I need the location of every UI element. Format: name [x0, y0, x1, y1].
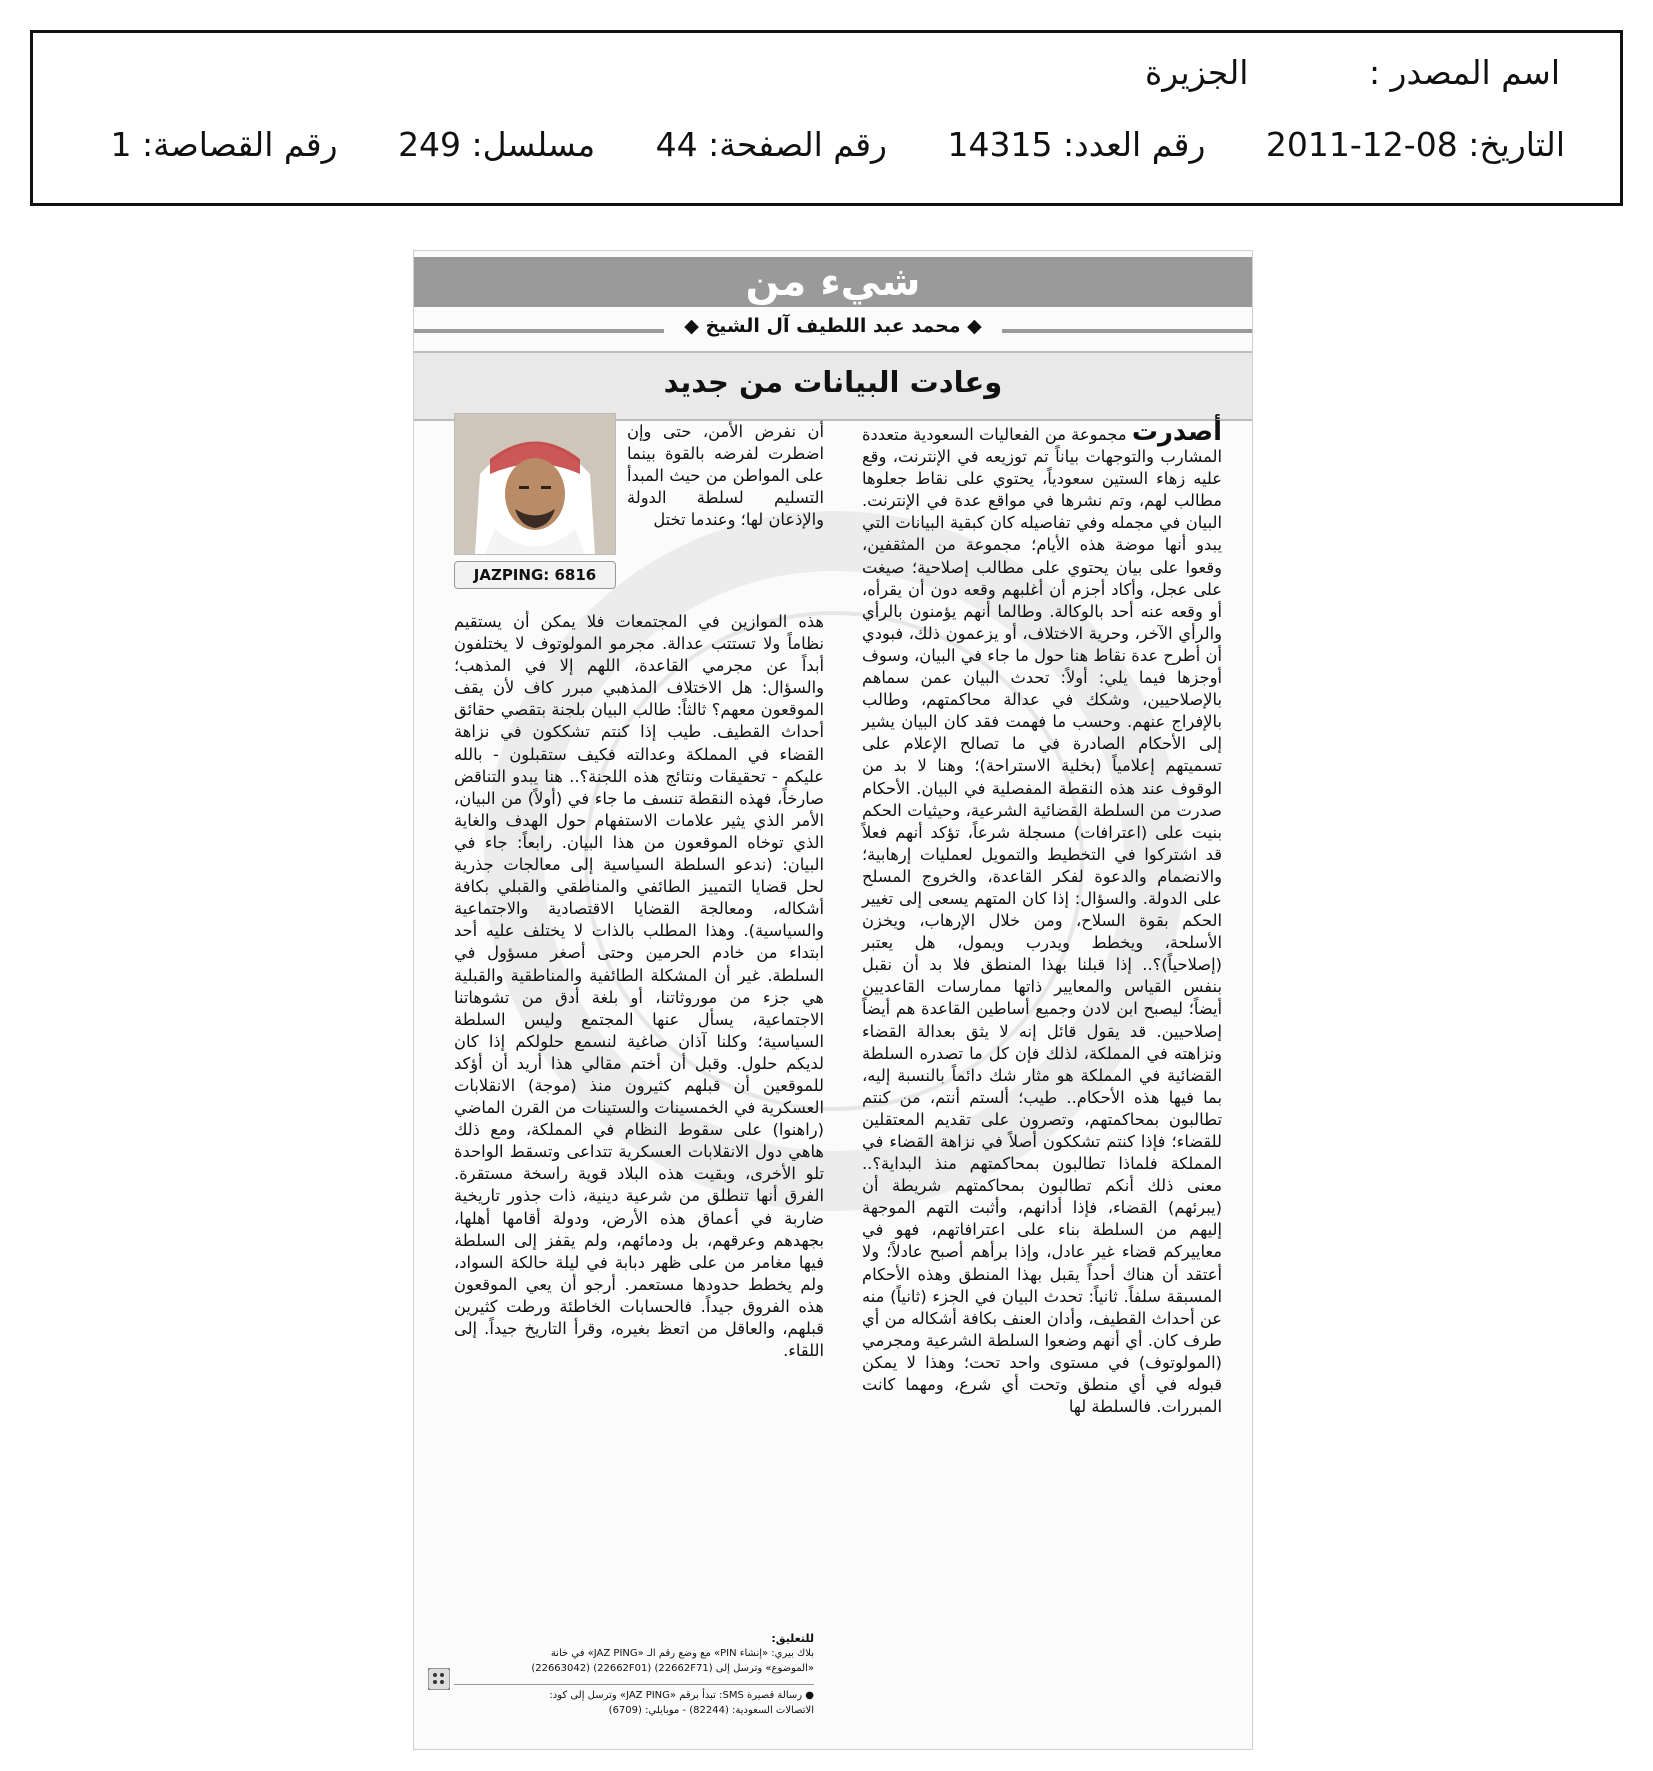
- author-byline: ◆ محمد عبد اللطيف آل الشيخ ◆: [684, 315, 982, 337]
- right-column-text: مجموعة من الفعاليات السعودية متعددة المشارب والتوجهات بياناً تم توزيعه في الإنترنت، وقع عليه زهاء الستين سعودياً، يحتوي على نقاط جعلوها مطالب لهم، وتم نشرها في مواقع عدة في الإنترنت. البيان في مجمله وفي تفاصيله كان كبقية البيانات التي يبدو أنها موضة هذه الأيام؛ مجموعة من المثقفين، وقعوا على بيان يحتوي على مطالب إصلاحية؛ صيغت على عجل، وأكاد أجزم أن أغلبهم وقعه دون أن يقرأه، أو وقعه عنه أحد بالوكالة. وطالما أنهم يؤمنون بالرأي والرأي الآخر، وحرية الاختلاف، أو يزعمون ذلك، فبودي أن أطرح عدة نقاط هنا حول ما جاء في البيان، وسوف أوجزها فيما يلي: أولاً: تحدث البيان عمن سماهم بالإصلاحيين، وشكك في عدالة محاكمتهم، وطالب بالإفراج عنهم. وحسب ما فهمت فقد كان البيان يشير إلى الأحكام الصادرة في ما تصالح الإعلام على تسميتهم إعلامياً (بخلية الاستراحة)؛ وهنا لا بد من الوقوف عند هذه النقطة المفصلية في البيان. الأحكام صدرت من السلطة القضائية الشرعية، وحيثيات الحكم بنيت على (اعترافات) مسجلة شرعاً، تؤكد أنهم فعلاً قد اشتركوا في التخطيط والتمويل لعمليات إرهابية؛ والانضمام والدعوة لفكر القاعدة، والخروج المسلح على الدولة. والسؤال: إذا كان المتهم يسعى إلى تغيير الحكم بقوة السلاح، ومن خلال الإرهاب، ويخزن الأسلحة، ويخطط ويدرب ويمول، هل يعتبر (إصلاحياً)؟.. إذا قبلنا بهذا المنطق فلا بد أن نقبل بنفس القياس والمعايير ذاتها ممارسات القاعديين أيضاً؛ ليصبح ابن لادن وجميع أساطين القاعدة هم أيضاً إصلاحيين. قد يقول قائل إنه لا يثق بعدالة القضاء ونزاهته في المملكة، لذلك فإن كل ما تصدره السلطة القضائية في المملكة هو مثار شك دائماً بالنسبة إليه، بما فيها هذه الأحكام.. طيب؛ ألستم أنتم، من كنتم تطالبون بمحاكمتهم، وتصرون على تقديم المعتقلين للقضاء؛ فإذا كنتم تشككون أصلاً في نزاهة القضاء في المملكة فلماذا تطالبون بمحاكمتهم منذ البداية؟.. معنى ذلك أنكم تطالبون بمحاكمتهم شريطة أن (يبرئهم) القضاء، فإذا أدانهم، وأثبت التهم الموجهة إليهم من السلطة بناء على اعترافاتهم، فهو في معاييركم قضاء غير عادل، وإذا برأهم أصبح عادلاً؛ ولا أعتقد أن هناك أحداً يقبل بهذا المنطق وهذه الأحكام المسبقة سلفاً. ثانياً: تحدث البيان في الجزء (ثانياً) منه عن أحداث القطيف، وأدان العنف بكافة أشكاله من أي طرف كان. أي أنهم وضعوا السلطة الشرعية ومجرمي (المولوتوف) في مستوى واحد تحت؛ وهذا لا يمكن قبوله في أي منطق وتحت أي شرع، ومهما كانت المبررات. فالسلطة لها: [862, 425, 1222, 1417]
- sms-info: [454, 1684, 814, 1718]
- sms-line-1: ● رسالة قصيرة SMS: تبدأ برقم «JAZ PING» وترسل إلى كود:: [549, 1690, 814, 1701]
- page-field: رقم الصفحة: 44: [655, 125, 887, 164]
- article-column-left-top: [627, 421, 824, 531]
- bbm-info: [454, 1646, 814, 1676]
- issue-field: رقم العدد: 14315: [947, 125, 1206, 164]
- article-column-left-bottom: [454, 611, 824, 1362]
- details-row: [110, 125, 1565, 164]
- author-name: محمد عبد اللطيف آل الشيخ: [705, 315, 961, 337]
- source-row: [1145, 53, 1560, 92]
- comment-label: للتعليق:: [771, 1632, 814, 1645]
- sms-line-1-text: رسالة قصيرة SMS: تبدأ برقم «JAZ PING» وترسل إلى كود:: [549, 1690, 803, 1701]
- bbm-line-2: «الموضوع» وترسل إلى (22662F71) (22662F01) (22663042): [531, 1663, 814, 1674]
- article-headline: وعادت البيانات من جديد: [663, 365, 1003, 399]
- clip-number-field: رقم القصاصة: 1: [110, 125, 338, 164]
- byline-row: [414, 313, 1252, 347]
- metadata-box: [30, 30, 1623, 206]
- left-top-text: أن نفرض الأمن، حتى وإن اضطرت لفرضه بالقوة بينما على المواطن من حيث المبدأ التسليم لسلطة الدولة والإذعان لها؛ وعندما تختل: [627, 422, 824, 530]
- author-portrait-icon: [455, 414, 615, 554]
- article-column-right: [862, 417, 1222, 1418]
- column-masthead: شيء من: [414, 257, 1252, 307]
- bbm-line-1: بلاك بيري: «إنشاء PIN» مع وضع رقم الـ «JAZ PING» في خانة: [550, 1648, 814, 1659]
- date-field: التاريخ: 08-12-2011: [1265, 125, 1565, 164]
- left-bottom-text: هذه الموازين في المجتمعات فلا يمكن أن يستقيم نظاماً ولا تستتب عدالة. مجرمو المولوتوف لا يختلفون أبداً عن مجرمي القاعدة، اللهم إلا في المذهب؛ والسؤال: هل الاختلاف المذهبي مبرر كاف لأن يقف الموقعون معهم؟ ثالثاً: طالب البيان بلجنة بتقصي حقائق أحداث القطيف. طيب إذا كنتم تشككون في نزاهة القضاء في المملكة وعدالته فكيف ستقبلون - بالله عليكم - تحقيقات ونتائج هذه اللجنة؟.. هنا يبدو التناقض صارخاً، فهذه النقطة تنسف ما جاء في (أولاً) من البيان، الأمر الذي يثير علامات الاستفهام حول الهدف والغاية الذي توخاه الموقعون من هذا البيان. رابعاً: جاء في البيان: (ندعو السلطة السياسية إلى معالجات جذرية لحل قضايا التمييز الطائفي والمناطقي والقبلي بكافة أشكاله، ومعالجة القضايا الاقتصادية والاجتماعية والسياسية). وهذا المطلب بالذات لا يختلف عليه أحد ابتداء من خادم الحرمين وحتى أصغر مسؤول في السلطة. غير أن المشكلة الطائفية والمناطقية والقبلية هي جزء من موروثاتنا، أو بلغة أدق من تشوهاتنا الاجتماعية، يسأل عنها المجتمع وليس السلطة السياسية؛ وكلنا آذان صاغية لنسمع حلولكم إذا كان لديكم حلول. وقبل أن أختم مقالي هذا أريد أن أؤكد للموقعين أن قبلهم كثيرون منذ (موجة) الانقلابات العسكرية في الخمسينات والستينات من القرن الماضي (راهنوا) على سقوط النظام في المملكة، ومع ذلك هاهي دول الانقلابات العسكرية تتداعى وتسقط الواحدة تلو الأخرى، وبقيت هذه البلاد قوية راسخة مستقرة. الفرق أنها تنطلق من شرعية دينية، ذات جذور تاريخية ضاربة في أعماق هذه الأرض، ودولة أقامها أهلها، بجهدهم وعرقهم، بل ودمائهم، ولم يقفز إلى السلطة فيها مغامر من على ظهر دبابة في ليلة حالكة السواد، ولم يخطط حدودها مستعمر. أرجو أن يعي الموقعون هذه الفروق جيداً. فالحسابات الخاطئة ورطت كثيرين قبلهم، والعاقل من اتعظ بغيره، وقرأ التاريخ جيداً. إلى اللقاء.: [454, 612, 824, 1361]
- comment-footer: [454, 1631, 814, 1718]
- source-value: الجزيرة: [1145, 53, 1249, 92]
- newspaper-clipping: [413, 250, 1253, 1750]
- sms-line-2: الاتصالات السعودية: (82244) - موبايلي: (6709): [608, 1705, 814, 1716]
- source-label: اسم المصدر :: [1368, 53, 1560, 92]
- headline-band: [414, 351, 1252, 421]
- serial-field: مسلسل: 249: [398, 125, 596, 164]
- blackberry-icon: [428, 1668, 450, 1690]
- author-photo: [454, 413, 616, 555]
- jazping-badge: JAZPING: 6816: [454, 561, 616, 589]
- dropcap-word: أصدرت: [1131, 417, 1222, 447]
